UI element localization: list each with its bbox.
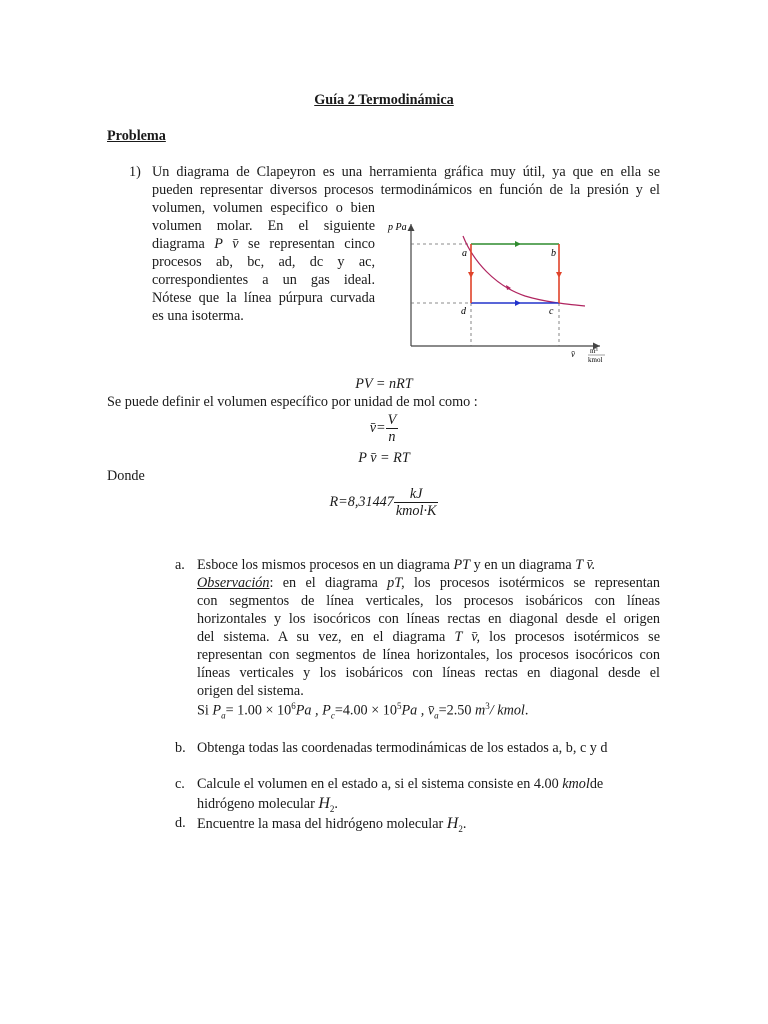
intro-left-line bbox=[152, 236, 375, 253]
pa-unit: Pa , bbox=[295, 702, 323, 719]
item-a-line: líneas verticales y los isobáricos con líneas rectas en diagonal desde el bbox=[197, 665, 660, 681]
pc-exponent: 5 bbox=[396, 701, 402, 711]
item-c-text: hidrógeno molecular bbox=[197, 796, 315, 812]
item-c-text: de bbox=[589, 776, 604, 792]
va-symbol: v̄ bbox=[427, 702, 435, 719]
observation-line bbox=[197, 575, 660, 592]
pv-symbol: P v̄ bbox=[214, 236, 239, 252]
pc-symbol: P bbox=[322, 702, 331, 719]
problem-number: 1) bbox=[129, 164, 141, 180]
pc-subscript: c bbox=[330, 710, 335, 721]
va-unit-tail: / kmol bbox=[489, 702, 525, 719]
h2-symbol: H bbox=[446, 815, 459, 832]
pa-value: = 1.00 × 10 bbox=[225, 702, 292, 719]
h2-subscript: 2 bbox=[329, 803, 335, 814]
point-label-b: b bbox=[551, 248, 556, 259]
item-b-label: b. bbox=[175, 740, 186, 756]
x-axis-unit-numerator: m³ bbox=[590, 347, 598, 355]
intro-left-line: es una isoterma. bbox=[152, 308, 244, 324]
pc-unit: Pa , bbox=[401, 702, 428, 719]
item-c-line: hidrógeno molecular $H_2$. bbox=[197, 795, 338, 814]
va-value: =2.50 bbox=[438, 702, 472, 719]
donde-label: Donde bbox=[107, 468, 145, 484]
pc-value: =4.00 × 10 bbox=[334, 702, 397, 719]
arrow-ad bbox=[468, 272, 474, 278]
specific-volume-text: Se puede definir el volumen específico por unidad de mol como : bbox=[107, 394, 478, 410]
va-unit-exponent: 3 bbox=[485, 701, 490, 711]
r-numerator: kJ bbox=[394, 486, 439, 503]
intro-left-line: volumen, volumen especifico o bien bbox=[152, 200, 375, 216]
point-label-d: d bbox=[461, 306, 466, 317]
item-c-line bbox=[197, 776, 660, 793]
item-b-text: Obtenga todas las coordenadas termodinámicas de los estados a, b, c y d bbox=[197, 740, 608, 756]
h2-subscript: 2 bbox=[458, 823, 463, 834]
intro-left-line: Nótese que la línea púrpura curvada bbox=[152, 290, 375, 306]
item-d-text: Encuentre la masa del hidrógeno molecular bbox=[197, 816, 444, 832]
tv-symbol: T v̄, bbox=[454, 629, 481, 645]
item-a-text: y en un diagrama bbox=[473, 557, 572, 573]
va-subscript: a bbox=[434, 710, 439, 721]
intro-text: diagrama bbox=[152, 236, 205, 252]
v-lhs: v̄= bbox=[369, 419, 386, 436]
isotherm-curve bbox=[463, 236, 585, 306]
clapeyron-diagram bbox=[385, 216, 615, 366]
arrow-ab bbox=[515, 241, 521, 247]
point-label-a: a bbox=[462, 248, 467, 259]
item-a-line: con segmentos de línea verticales, los procesos isobáricos con líneas bbox=[197, 593, 660, 609]
point-label-c: c bbox=[549, 306, 554, 317]
x-axis-unit-denominator: kmol bbox=[588, 356, 603, 364]
pt-symbol: PT bbox=[453, 557, 471, 573]
pa-subscript: a bbox=[221, 710, 226, 721]
item-a-text: del sistema. A su vez, en el diagrama bbox=[197, 629, 446, 645]
va-unit: m bbox=[475, 702, 486, 719]
y-axis-label: p Pa bbox=[388, 222, 407, 233]
item-a-text: Esboce los mismos procesos en un diagrama bbox=[197, 557, 450, 573]
intro-line: pueden representar diversos procesos termodinámicos en función de la presión y el bbox=[152, 182, 660, 198]
v-fraction bbox=[386, 412, 399, 445]
section-heading: Problema bbox=[107, 128, 166, 144]
arrow-bc bbox=[556, 272, 562, 278]
intro-left-line: correspondientes a un gas ideal. bbox=[152, 272, 375, 288]
pt-symbol: pT, bbox=[387, 575, 405, 591]
item-a-line: origen del sistema. bbox=[197, 683, 304, 699]
intro-left-line: procesos ab, bc, ad, dc y ac, bbox=[152, 254, 375, 270]
tv-symbol: T v̄. bbox=[575, 557, 596, 573]
intro-line: Un diagrama de Clapeyron es una herramienta gráfica muy útil, ya que en ella se bbox=[152, 164, 660, 180]
h2-symbol: H bbox=[318, 795, 330, 812]
item-d-label: d. bbox=[175, 815, 186, 831]
item-a-text: los procesos isotérmicos se bbox=[489, 629, 661, 645]
observation-text: los procesos isotérmicos se representan bbox=[413, 575, 661, 591]
intro-left-line: volumen molar. En el siguiente bbox=[152, 218, 375, 234]
specific-volume-equation bbox=[0, 412, 768, 445]
si-word: Si bbox=[197, 702, 209, 719]
v-denominator: n bbox=[388, 429, 396, 445]
intro-text: se representan cinco bbox=[248, 236, 375, 252]
pa-exponent: 6 bbox=[291, 701, 296, 711]
item-a-label: a. bbox=[175, 557, 185, 573]
item-c-label: c. bbox=[175, 776, 185, 792]
item-a-line: representan con segmentos de línea horizontales, los procesos isocóricos con bbox=[197, 647, 660, 663]
ideal-gas-equation: PV = nRT bbox=[355, 376, 413, 392]
observation-label: Observación bbox=[197, 575, 270, 591]
item-d-line: Encuentre la masa del hidrógeno molecular $H_2$. bbox=[197, 815, 467, 834]
pv-rt-equation: P v̄ = RT bbox=[358, 450, 410, 466]
v-numerator: V bbox=[387, 412, 397, 428]
r-fraction bbox=[394, 486, 439, 519]
x-axis-label: v̄ bbox=[571, 349, 575, 359]
gas-constant-equation bbox=[0, 486, 768, 519]
item-a-line bbox=[197, 557, 660, 574]
item-a-line: horizontales y los isocóricos con líneas rectas en diagonal desde el origen bbox=[197, 611, 660, 627]
observation-text: : en el diagrama bbox=[269, 575, 378, 591]
kmol-unit: kmol bbox=[562, 776, 590, 792]
item-a-line bbox=[197, 629, 660, 646]
item-a-given-values: Si $P_a= 1.00 \times 10^6Pa$ , $P_c=4.00 \times 10^5Pa$ , $v̄_a=2.50$ $m^3/$ kmol. bbox=[197, 701, 529, 721]
arrow-dc bbox=[515, 300, 521, 306]
r-denominator: kmol·K bbox=[395, 503, 437, 519]
r-lhs: R=8,31447 bbox=[329, 493, 394, 510]
pa-symbol: P bbox=[212, 702, 222, 719]
item-c-text: Calcule el volumen en el estado a, si el sistema consiste en 4.00 bbox=[197, 776, 559, 792]
page-title: Guía 2 Termodinámica bbox=[314, 92, 454, 108]
